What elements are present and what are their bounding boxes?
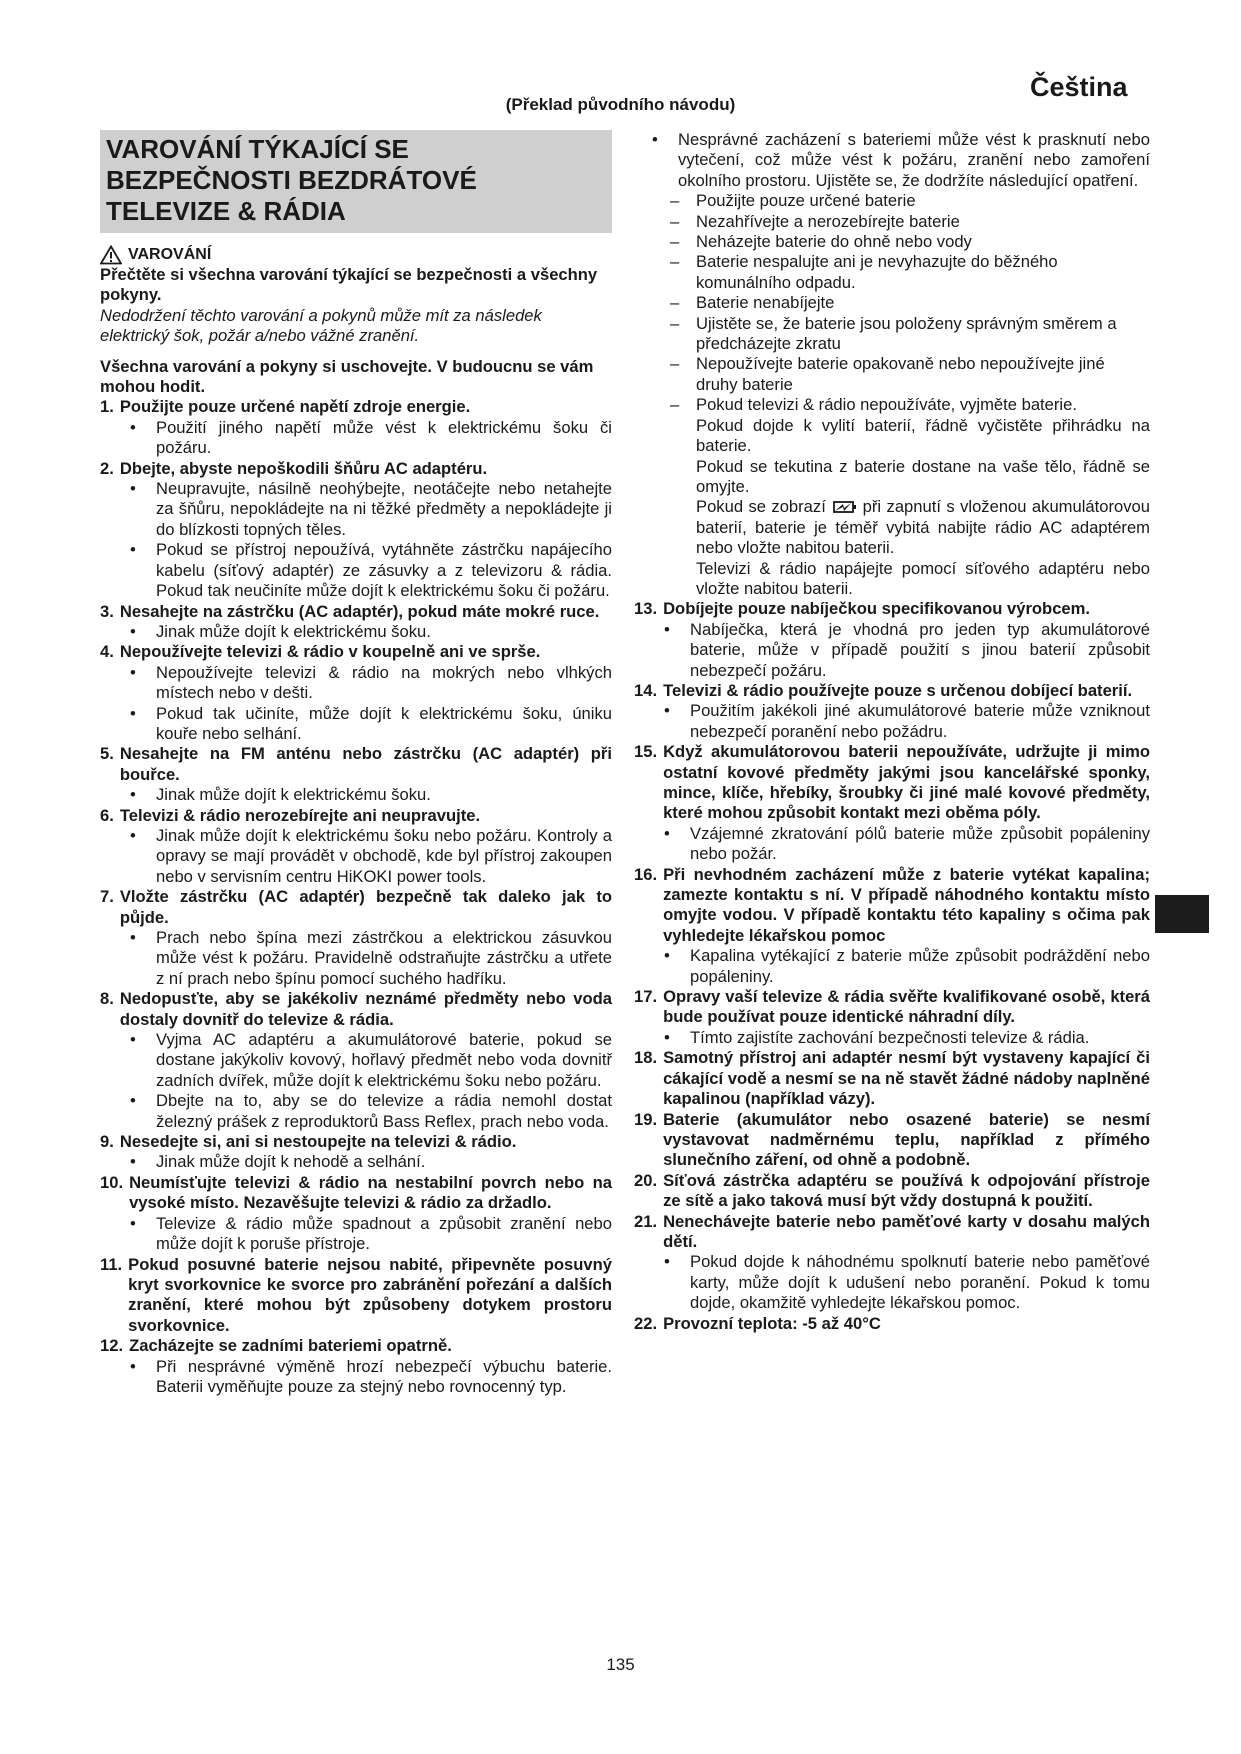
item-heading: Televizi & rádio nerozebírejte ani neupravujte.	[119, 805, 481, 825]
bullet-text: Použití jiného napětí může vést k elektrickému šoku či požáru.	[156, 417, 612, 458]
dash-text: Použijte pouze určené baterie	[696, 191, 916, 211]
item-number: 6.	[100, 805, 114, 825]
numbered-item	[100, 989, 612, 1030]
item-bullet	[100, 785, 612, 805]
item-bullet	[634, 824, 1150, 865]
item-bullet	[634, 1252, 1150, 1313]
bullet-text: Neupravujte, násilně neohýbejte, neotáčejte nebo netahejte za šňůru, nepokládejte na ni těžké předměty a nepokládejte ji do blízkosti topných těles.	[156, 479, 612, 539]
item-number: 22.	[634, 1313, 658, 1333]
item-number: 17.	[634, 987, 658, 1007]
item-bullet	[634, 620, 1150, 681]
dash-mark: –	[670, 395, 680, 415]
warning-triangle-icon	[100, 245, 122, 265]
numbered-item	[634, 1048, 1150, 1109]
item-heading: Síťová zástrčka adaptéru se používá k odpojování přístroje ze sítě a jako taková musí být vždy dostupná k použití.	[663, 1170, 1150, 1211]
bullet-text: Nesprávné zacházení s bateriemi může vést k prasknutí nebo vytečení, což může vést k požáru, zranění nebo zamoření okolního prostoru. Ujistěte se, že dodržíte následující opatření.	[678, 130, 1150, 190]
item-heading: Televizi & rádio používejte pouze s určenou dobíjecí baterií.	[663, 680, 1133, 700]
bullet-mark: •	[664, 946, 670, 966]
dash-mark: –	[670, 354, 680, 374]
bullet-text: Vyjma AC adaptéru a akumulátorové baterie, pokud se dostane jakýkoliv kovový, hořlavý předmět nebo voda dovnitř zadních dvířek, může dojít k elektrickému šoku nebo požáru.	[156, 1030, 612, 1090]
numbered-item	[100, 459, 612, 479]
dash-item	[634, 252, 1150, 293]
low-battery-icon	[831, 500, 857, 514]
bullet-text: Nepoužívejte televizi & rádio na mokrých nebo vlhkých místech nebo v dešti.	[156, 662, 612, 703]
item-heading: Provozní teplota: -5 až 40°C	[663, 1313, 881, 1333]
item-heading: Dbejte, abyste nepoškodili šňůru AC adaptéru.	[119, 458, 488, 478]
dash-mark: –	[670, 191, 680, 211]
dash-item	[634, 395, 1150, 415]
item-bullet	[634, 701, 1150, 742]
warning-label: VAROVÁNÍ	[128, 246, 212, 263]
item-bullet	[100, 1091, 612, 1132]
section-title-box	[100, 130, 612, 233]
item-bullet	[100, 540, 612, 601]
item-bullet	[100, 1030, 612, 1091]
numbered-item	[100, 1336, 612, 1356]
bullet-text: Jinak může dojít k elektrickému šoku nebo požáru. Kontroly a opravy se mají provádět v obchodě, kde byl přístroj zakoupen nebo v servisním centru HiKOKI power tools.	[156, 825, 612, 886]
dash-mark: –	[670, 232, 680, 252]
item-heading: Když akumulátorovou baterii nepoužíváte, udržujte ji mimo ostatní kovové předměty jakými jsou kancelářské sponky, mince, klíče, hřebíky, šroubky či jiné malé kovové předměty, které mohou způsobit kontakt mezi oběma póly.	[663, 742, 1150, 823]
item-heading: Použijte pouze určené napětí zdroje energie.	[119, 397, 471, 417]
bullet-mark: •	[664, 1027, 670, 1047]
dash-item	[634, 293, 1150, 313]
item-heading: Zacházejte se zadními bateriemi opatrně.	[129, 1336, 452, 1356]
bullet-mark: •	[130, 662, 136, 682]
item-heading: Nenechávejte baterie nebo paměťové karty v dosahu malých dětí.	[663, 1211, 1150, 1251]
numbered-item	[100, 744, 612, 785]
battery-note-text: Pokud se zobrazí	[696, 497, 826, 517]
bullet-mark: •	[130, 1213, 136, 1233]
item-number: 20.	[634, 1170, 658, 1190]
bullet-mark: •	[652, 130, 658, 149]
bullet-mark: •	[130, 928, 136, 947]
item-bullet	[100, 663, 612, 704]
bullet-mark: •	[664, 701, 670, 721]
item-bullet	[100, 418, 612, 459]
left-column	[100, 130, 612, 1397]
dash-item	[634, 232, 1150, 252]
item-number: 5.	[100, 744, 114, 764]
item-bullet	[100, 1152, 612, 1172]
dash-item	[634, 212, 1150, 232]
item-number: 14.	[634, 680, 658, 700]
item-number: 9.	[100, 1132, 114, 1152]
left-item-list	[100, 397, 612, 1397]
item-heading: Nedopusťte, aby se jakékoliv neznámé předměty nebo voda dostaly dovnitř do televize & rádia.	[119, 989, 612, 1029]
dash-item	[634, 191, 1150, 211]
bullet-text: Pokud se přístroj nepoužívá, vytáhněte zástrčku napájecího kabelu (síťový adaptér) ze zásuvky a z televizoru & rádia. Pokud tak neučiníte může dojít k elektrickému šoku či požáru.	[156, 540, 612, 601]
item-heading: Nesahejte na FM anténu nebo zástrčku (AC adaptér) při bouřce.	[119, 744, 612, 784]
intro-italic: Nedodržení těchto varování a pokynů může mít za následek elektrický šok, požár a/nebo vážné zranění.	[100, 305, 542, 346]
item-heading: Nesedejte si, ani si nestoupejte na televizi & rádio.	[119, 1132, 517, 1152]
right-item-list	[634, 599, 1150, 1334]
bullet-text: Pokud dojde k náhodnému spolknutí baterie nebo paměťové karty, může dojít k udušení nebo poranění. Pokud k tomu dojde, okamžitě vyhledejte lékařskou pomoc.	[690, 1252, 1150, 1313]
item-heading: Opravy vaší televize & rádia svěřte kvalifikované osobě, která bude používat pouze identické náhradní díly.	[663, 987, 1150, 1027]
bullet-mark: •	[664, 619, 670, 639]
dash-mark: –	[670, 313, 680, 333]
item-bullet	[100, 1357, 612, 1398]
dash-item	[634, 354, 1150, 395]
item-number: 1.	[100, 397, 114, 417]
battery-note: Pokud dojde k vylití baterií, řádně vyčistěte přihrádku na baterie.	[696, 415, 1150, 456]
item-number: 19.	[634, 1109, 658, 1129]
bullet-text: Kapalina vytékající z baterie může způsobit podráždění nebo popáleniny.	[690, 946, 1150, 986]
bullet-text: Pokud tak učiníte, může dojít k elektrickému šoku, úniku kouře nebo selhání.	[156, 703, 612, 743]
bullet-mark: •	[130, 1091, 136, 1111]
section-thumb-tab	[1155, 895, 1209, 933]
bullet-text: Nabíječka, která je vhodná pro jeden typ akumulátorové baterie, může v případě použití s jinou baterií způsobit nebezpečí požáru.	[690, 619, 1150, 680]
item-bullet	[634, 946, 1150, 987]
dash-text: Ujistěte se, že baterie jsou položeny správným směrem a předcházejte zkratu	[696, 313, 1117, 354]
item-number: 13.	[634, 599, 658, 619]
numbered-item	[100, 1255, 612, 1337]
bullet-text: Použitím jakékoli jiné akumulátorové baterie může vzniknout nebezpečí poranění nebo požádru.	[690, 701, 1150, 741]
dash-text: Nepoužívejte baterie opakovaně nebo nepoužívejte jiné druhy baterie	[696, 354, 1105, 394]
numbered-item	[100, 642, 612, 662]
bullet-mark: •	[130, 1152, 136, 1172]
item-number: 7.	[100, 887, 114, 907]
bullet-mark: •	[664, 823, 670, 843]
keep-instructions: Všechna varování a pokyny si uschovejte. V budoucnu se vám mohou hodit.	[100, 356, 594, 397]
item-bullet	[100, 479, 612, 540]
bullet-text: Dbejte na to, aby se do televize a rádia nemohl dostat železný prášek z reproduktorů Bass Reflex, prach nebo voda.	[156, 1091, 612, 1131]
numbered-item	[634, 681, 1150, 701]
bullet-text: Televize & rádio může spadnout a způsobit zranění nebo může dojít k poruše přístroje.	[156, 1213, 612, 1254]
item-number: 15.	[634, 742, 658, 762]
dash-text: Pokud televizi & rádio nepoužíváte, vyjměte baterie.	[696, 395, 1077, 415]
item-heading: Neumísťujte televizi & rádio na nestabilní povrch nebo na vysoké místo. Nezavěšujte televizi & rádio za držadlo.	[129, 1172, 612, 1213]
item-number: 11.	[100, 1254, 123, 1274]
language-label: Čeština	[1030, 72, 1128, 102]
dash-text: Nezahřívejte a nerozebírejte baterie	[696, 211, 960, 231]
bullet-mark: •	[130, 417, 136, 437]
item-bullet	[100, 704, 612, 745]
dash-item	[634, 314, 1150, 355]
item-bullet	[100, 826, 612, 887]
bullet-text: Jinak může dojít k elektrickému šoku.	[156, 785, 431, 805]
battery-dash-list	[634, 191, 1150, 415]
battery-note: Pokud se tekutina z baterie dostane na vaše tělo, řádně se omyjte.	[696, 456, 1150, 496]
item-heading: Při nevhodném zacházení může z baterie vytékat kapalina; zamezte kontaktu s ní. V případě náhodného kontaktu místo omyjte vodou. V případě kontaktu této kapaliny s očima pak vyhledejte lékařskou pomoc	[663, 864, 1150, 945]
bullet-mark: •	[664, 1252, 670, 1272]
bullet-mark: •	[130, 1356, 136, 1376]
item-number: 3.	[100, 601, 114, 621]
bullet-mark: •	[130, 785, 136, 805]
numbered-item	[634, 1212, 1150, 1253]
item-bullet	[634, 1028, 1150, 1048]
item-number: 4.	[100, 642, 114, 662]
section-title-line: TELEVIZE & RÁDIA	[106, 196, 346, 226]
item-heading: Nepoužívejte televizi & rádio v koupelně ani ve sprše.	[119, 642, 541, 662]
translation-subtitle: (Překlad původního návodu)	[505, 95, 736, 114]
dash-text: Neházejte baterie do ohně nebo vody	[696, 232, 972, 252]
bullet-mark: •	[130, 540, 136, 560]
dash-mark: –	[670, 293, 680, 313]
numbered-item	[634, 865, 1150, 947]
bullet-mark: •	[130, 1030, 136, 1050]
right-column	[634, 130, 1150, 1334]
numbered-item	[100, 602, 612, 622]
section-title-line: VAROVÁNÍ TÝKAJÍCÍ SE	[106, 134, 409, 164]
battery-handling-bullet	[634, 130, 1150, 191]
numbered-item	[100, 1173, 612, 1214]
item-heading: Dobíjejte pouze nabíječkou specifikovanou výrobcem.	[663, 599, 1091, 619]
item-number: 2.	[100, 458, 114, 478]
bullet-text: Při nesprávné výměně hrozí nebezpečí výbuchu baterie. Baterii vyměňujte pouze za stejný nebo rovnocenný typ.	[156, 1356, 612, 1396]
item-heading: Vložte zástrčku (AC adaptér) bezpečně tak daleko jak to půjde.	[119, 887, 612, 927]
item-heading: Samotný přístroj ani adaptér nesmí být vystaveny kapající či cákající vodě a nesmí se na ně stavět žádné nádoby naplněné kapalinou (například vázy).	[663, 1048, 1150, 1109]
bullet-text: Tímto zajistíte zachování bezpečnosti televize & rádia.	[690, 1027, 1090, 1047]
intro-bold: Přečtěte si všechna varování týkající se bezpečnosti a všechny pokyny.	[100, 265, 598, 305]
numbered-item	[634, 742, 1150, 824]
numbered-item	[634, 1110, 1150, 1171]
numbered-item	[100, 1132, 612, 1152]
bullet-text: Jinak může dojít k nehodě a selhání.	[156, 1152, 426, 1172]
item-bullet	[100, 928, 612, 989]
page-number: 135	[606, 1655, 635, 1674]
numbered-item	[634, 599, 1150, 619]
numbered-item	[634, 1171, 1150, 1212]
bullet-mark: •	[130, 479, 136, 499]
bullet-text: Prach nebo špína mezi zástrčkou a elektrickou zásuvkou může vést k požáru. Pravidelně odstraňujte zástrčku a utřete z ní prach nebo špínu pomocí suchého hadříku.	[156, 928, 612, 988]
bullet-mark: •	[130, 825, 136, 845]
item-heading: Pokud posuvné baterie nejsou nabité, připevněte posuvný kryt svorkovnice ke svorce pro zabránění pořezání a dalších zranění, které mohou být způsobeny dotykem prostoru svorkovnice.	[128, 1254, 612, 1335]
battery-note: Televizi & rádio napájejte pomocí síťového adaptéru nebo vložte nabitou baterii.	[696, 558, 1150, 598]
dash-text: Baterie nespalujte ani je nevyhazujte do běžného komunálního odpadu.	[696, 252, 1058, 292]
battery-note	[634, 497, 1150, 558]
item-number: 10.	[100, 1172, 124, 1192]
numbered-item	[634, 1314, 1150, 1334]
bullet-text: Jinak může dojít k elektrickému šoku.	[156, 621, 431, 641]
item-number: 12.	[100, 1336, 124, 1356]
bullet-text: Vzájemné zkratování pólů baterie může způsobit popáleniny nebo požár.	[690, 823, 1150, 864]
item-bullet	[100, 1214, 612, 1255]
numbered-item	[100, 887, 612, 928]
numbered-item	[100, 806, 612, 826]
item-heading: Nesahejte na zástrčku (AC adaptér), pokud máte mokré ruce.	[119, 601, 600, 621]
item-heading: Baterie (akumulátor nebo osazené baterie) se nesmí vystavovat nadměrnému teplu, například z přímého slunečního záření, od ohně a podobně.	[663, 1109, 1150, 1170]
numbered-item	[634, 987, 1150, 1028]
item-number: 16.	[634, 864, 658, 884]
item-number: 18.	[634, 1048, 658, 1068]
numbered-item	[100, 397, 612, 417]
dash-mark: –	[670, 211, 680, 231]
bullet-mark: •	[130, 621, 136, 641]
battery-note-text: při zapnutí s vloženou akumulátorovou baterií, baterie je téměř vybitá nabijte rádio AC adaptérem nebo vložte nabitou baterii.	[696, 497, 1150, 558]
dash-mark: –	[670, 252, 680, 272]
dash-text: Baterie nenabíjejte	[696, 293, 835, 313]
item-number: 8.	[100, 989, 114, 1009]
item-number: 21.	[634, 1211, 658, 1231]
section-title-line: BEZPEČNOSTI BEZDRÁTOVÉ	[106, 165, 477, 195]
item-bullet	[100, 622, 612, 642]
warning-heading	[100, 245, 612, 265]
bullet-mark: •	[130, 703, 136, 723]
